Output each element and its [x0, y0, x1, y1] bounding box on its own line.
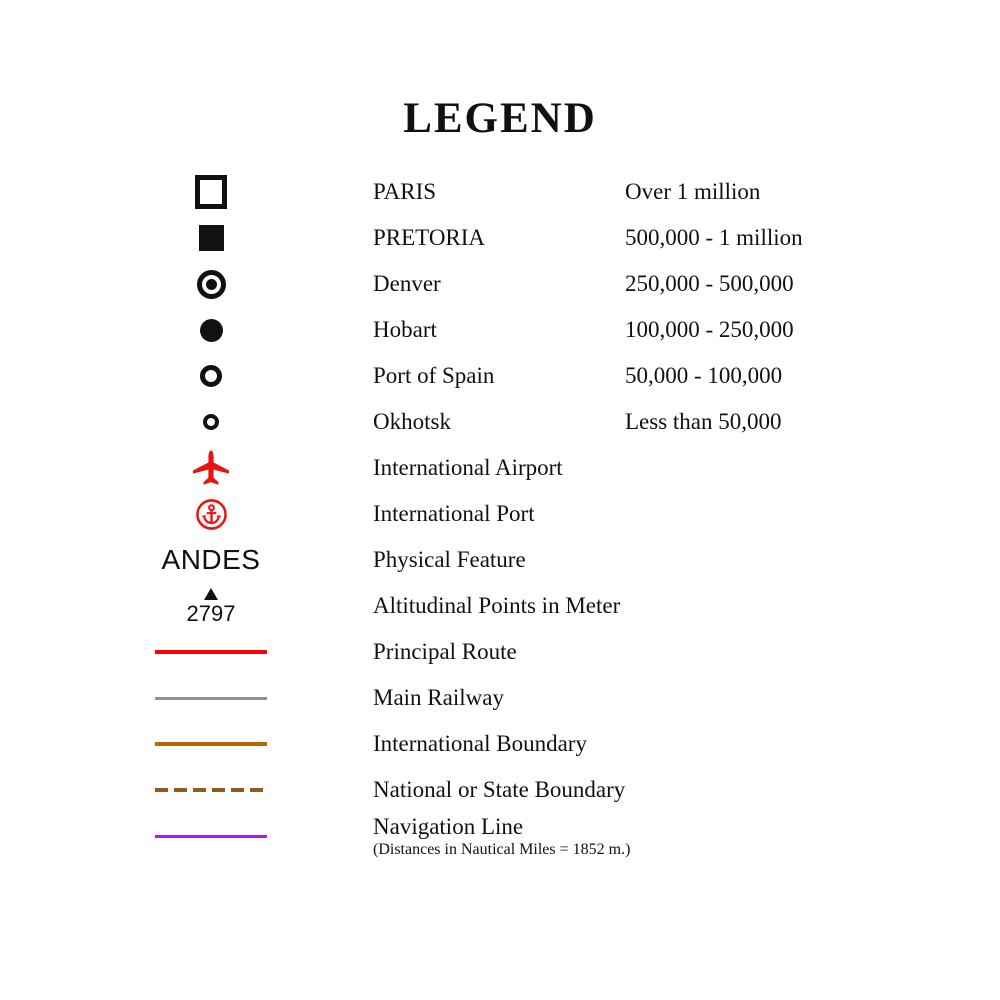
legend-row-airport [0, 445, 1000, 491]
population-range: 250,000 - 500,000 [625, 271, 794, 296]
population-range: 50,000 - 100,000 [625, 363, 783, 388]
city-example-label: Hobart [373, 317, 437, 342]
principal-route-line [155, 650, 267, 654]
railway-line [155, 697, 267, 700]
small-circle-icon [203, 414, 219, 430]
navigation-line [155, 835, 267, 838]
elevation-value: 2797 [186, 600, 236, 626]
legend-label: International Boundary [373, 731, 587, 756]
city-example-label: PARIS [373, 179, 437, 204]
legend-row-city-over-1m [0, 169, 1000, 215]
international-boundary-line [155, 742, 267, 746]
legend-label: Navigation Line [373, 813, 524, 839]
circled-dot-icon [197, 270, 226, 299]
filled-square-icon [199, 225, 224, 251]
legend-label: International Airport [373, 455, 563, 480]
legend-title: LEGEND [403, 95, 597, 142]
legend-row-city-50k-100k [0, 353, 1000, 399]
legend-row-principal-route [0, 629, 1000, 675]
population-range: Over 1 million [625, 179, 761, 204]
legend-row-port [0, 491, 1000, 537]
city-example-label: Denver [373, 271, 441, 296]
open-square-icon [195, 175, 227, 209]
legend-row-altitude [0, 583, 1000, 629]
city-example-label: Okhotsk [373, 409, 451, 434]
legend-label: National or State Boundary [373, 777, 626, 802]
legend-row-navigation-line [0, 813, 1000, 859]
legend-row-main-railway [0, 675, 1000, 721]
city-example-label: Port of Spain [373, 363, 495, 388]
legend-row-physical-feature [0, 537, 1000, 583]
city-example-label: PRETORIA [373, 225, 486, 250]
legend-label: International Port [373, 501, 535, 526]
physical-feature-example: ANDES [161, 544, 261, 575]
legend-label: Main Railway [373, 685, 504, 710]
legend-rows [0, 169, 1000, 859]
legend-label: Altitudinal Points in Meter [373, 593, 621, 618]
legend-row-city-250k-500k [0, 261, 1000, 307]
legend-row-city-500k-1m [0, 215, 1000, 261]
legend-row-international-boundary [0, 721, 1000, 767]
legend-label: Physical Feature [373, 547, 526, 572]
population-range: 100,000 - 250,000 [625, 317, 794, 342]
elevation-triangle-icon [204, 588, 218, 600]
state-boundary-line [155, 788, 267, 792]
population-range: 500,000 - 1 million [625, 225, 803, 250]
navigation-line-caption: (Distances in Nautical Miles = 1852 m.) [373, 840, 631, 858]
population-range: Less than 50,000 [625, 409, 782, 434]
legend-row-state-boundary [0, 767, 1000, 813]
legend-row-city-under-50k [0, 399, 1000, 445]
legend-label: Principal Route [373, 639, 517, 664]
airplane-icon [191, 449, 231, 487]
filled-circle-icon [200, 319, 223, 342]
anchor-icon [195, 498, 228, 531]
open-circle-icon [200, 365, 222, 387]
legend-row-city-100k-250k [0, 307, 1000, 353]
